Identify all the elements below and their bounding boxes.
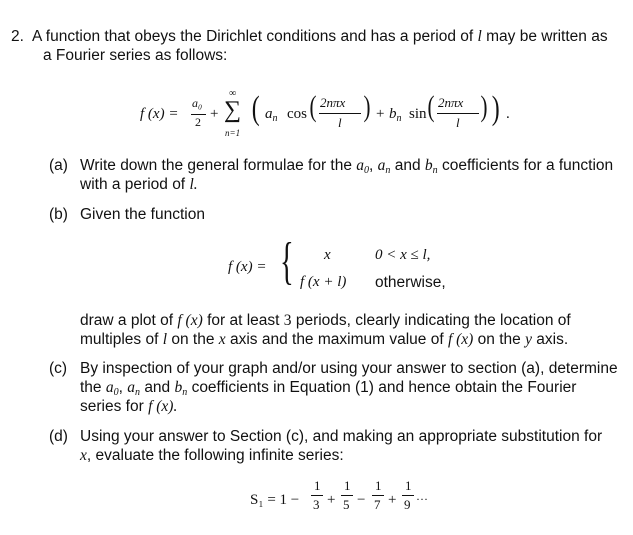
- part-c-line3: series for f (x).: [80, 398, 178, 415]
- s1-bar-7: [372, 495, 384, 496]
- eq-sin-close-paren: ): [480, 90, 488, 123]
- eq-sigma: ∑: [224, 97, 242, 123]
- eq-a0-denominator: 2: [195, 115, 201, 129]
- s1-num-5: 1: [344, 478, 351, 493]
- eq-cos-arg-denominator: l: [338, 115, 342, 130]
- eq-cos-open-paren: (: [309, 90, 317, 123]
- part-d-line2: x, evaluate the following infinite series:: [80, 447, 344, 464]
- question-number: 2.: [11, 28, 24, 45]
- eq-sin: sin: [409, 106, 427, 122]
- pw-case1-expr: x: [324, 247, 331, 263]
- fourier-series-equation: [140, 88, 530, 148]
- question-intro-line1: [32, 28, 608, 46]
- part-a-line2: with a period of l.: [80, 176, 198, 193]
- question-intro-line2: a Fourier series as follows:: [43, 47, 228, 64]
- pw-case2-cond: otherwise,: [375, 274, 446, 291]
- eq-plus-2: +: [376, 106, 385, 122]
- piecewise-function: [228, 233, 488, 298]
- eq-cos-arg-numerator: 2nπx: [320, 95, 346, 110]
- pw-case1-cond: 0 < x ≤ l,: [375, 247, 431, 263]
- part-c-line1: By inspection of your graph and/or using your answer to section (a), determine: [80, 360, 618, 377]
- s1-lhs: S₁ = 1 −: [250, 492, 300, 508]
- intro-text-b: may be written as: [486, 28, 608, 45]
- pw-lhs: f (x) =: [228, 259, 267, 275]
- part-a-line1: Write down the general formulae for the a0, an and bn coefficients for a function: [80, 157, 614, 176]
- s1-den-9: 9: [404, 497, 411, 512]
- s1-bar-9: [402, 495, 414, 496]
- s1-bar-3: [311, 495, 323, 496]
- eq-open-paren: (: [251, 90, 260, 127]
- pw-case2-expr: f (x + l): [300, 274, 347, 290]
- pw-brace: {: [280, 233, 294, 290]
- eq-lhs: f (x) =: [140, 106, 179, 122]
- eq-cos-close-paren: ): [363, 90, 371, 123]
- part-b-line1: Given the function: [80, 206, 205, 223]
- eq-a0-numerator: a₀: [192, 96, 203, 110]
- eq-cos-arg-bar: [319, 113, 361, 114]
- part-d-label: (d): [49, 428, 68, 445]
- bn-symbol: bn: [424, 157, 438, 176]
- eq-sin-arg-bar: [437, 113, 479, 114]
- eq-sin-open-paren: (: [427, 90, 435, 123]
- part-b-after-line2: multiples of l on the x axis and the maximum value of f (x) on the y axis.: [80, 331, 569, 348]
- part-b-after-line1: draw a plot of f (x) for at least 3 periods, clearly indicating the location of: [80, 312, 571, 329]
- s1-num-3: 1: [314, 478, 321, 493]
- eq-end-dot: .: [506, 106, 510, 122]
- an-symbol: an: [377, 157, 391, 176]
- eq-sum-lower-limit: n=1: [225, 128, 241, 138]
- s1-den-7: 7: [374, 497, 381, 512]
- a0-symbol: a0: [356, 157, 370, 176]
- eq-sin-arg-numerator: 2nπx: [438, 95, 464, 110]
- eq-an: $a_n$: [265, 106, 278, 124]
- eq-sin-arg-denominator: l: [456, 115, 460, 130]
- s1-bar-5: [341, 495, 353, 496]
- part-c-line2: the a0, an and bn coefficients in Equation (1) and hence obtain the Fourier: [80, 379, 577, 398]
- part-c-label: (c): [49, 360, 68, 377]
- period-symbol: l: [477, 28, 482, 45]
- series-s1: [250, 478, 450, 528]
- s1-den-5: 5: [343, 497, 350, 512]
- s1-den-3: 3: [313, 497, 320, 512]
- eq-cos: cos: [287, 106, 307, 122]
- eq-bn: $b_n$: [389, 106, 402, 124]
- s1-plus-2: +: [388, 492, 397, 508]
- s1-num-9: 1: [405, 478, 412, 493]
- s1-plus-1: +: [327, 492, 336, 508]
- part-b-label: (b): [49, 206, 68, 223]
- intro-text-a: A function that obeys the Dirichlet conditions and has a period of: [32, 28, 474, 45]
- eq-plus-1: +: [210, 106, 219, 122]
- eq-sum-upper-limit: ∞: [229, 88, 237, 99]
- s1-minus: −: [357, 492, 366, 508]
- part-a-label: (a): [49, 157, 68, 174]
- eq-close-paren: ): [491, 90, 500, 127]
- s1-ellipsis: ···: [416, 492, 428, 506]
- s1-num-7: 1: [375, 478, 382, 493]
- part-d-line1: Using your answer to Section (c), and making an appropriate substitution for: [80, 428, 603, 445]
